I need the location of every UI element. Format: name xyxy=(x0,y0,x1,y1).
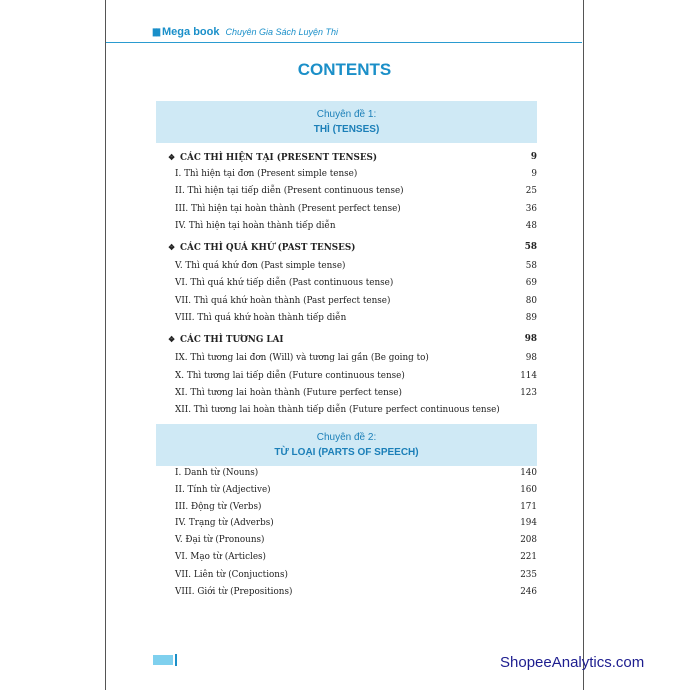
toc-page-number: 9 xyxy=(531,169,537,179)
page-edge-right xyxy=(583,0,584,690)
diamond-bullet-icon: ❖ xyxy=(168,242,176,252)
topic-2-heading xyxy=(156,424,537,466)
topic-1-heading xyxy=(156,101,537,143)
toc-entry-label xyxy=(175,310,346,326)
diamond-bullet-icon: ❖ xyxy=(168,152,176,162)
toc-page-number: 221 xyxy=(520,552,537,562)
toc-page-number: 48 xyxy=(525,221,537,231)
toc-entry-label xyxy=(175,584,292,600)
toc-entry-text: CÁC THÌ QUÁ KHỨ (PAST TENSES) xyxy=(180,243,356,253)
toc-entry-row xyxy=(165,532,537,548)
toc-entry-label xyxy=(175,368,405,384)
toc-entry-text: V. Thì quá khứ đơn (Past simple tense) xyxy=(175,261,346,271)
toc-entry-label xyxy=(175,567,288,583)
toc-entry-text: VI. Mạo từ (Articles) xyxy=(175,552,266,562)
megabook-logo xyxy=(152,26,219,38)
toc-entry-text: X. Thì tương lai tiếp diễn (Future continuous tense) xyxy=(175,371,405,381)
toc-entry-label xyxy=(175,515,274,531)
toc-entry-text: VII. Thì quá khứ hoàn thành (Past perfect tense) xyxy=(175,296,391,306)
toc-entry-row xyxy=(165,183,537,199)
toc-entry-row xyxy=(165,166,537,182)
toc-page-number: 69 xyxy=(525,278,537,288)
toc-entry-text: I. Danh từ (Nouns) xyxy=(175,468,259,478)
toc-entry-label xyxy=(175,549,266,565)
toc-entry-row xyxy=(165,549,537,565)
toc-entry-text: IX. Thì tương lai đơn (Will) và tương lai gần (Be going to) xyxy=(175,353,429,363)
toc-page-number: 114 xyxy=(520,371,537,381)
toc-entry-label xyxy=(175,402,500,418)
toc-section-row xyxy=(168,331,537,347)
toc-entry-row xyxy=(165,567,537,583)
toc-page-number: 58 xyxy=(525,261,537,271)
diamond-bullet-icon: ❖ xyxy=(168,334,176,344)
toc-entry-text: III. Thì hiện tại hoàn thành (Present perfect tense) xyxy=(175,204,401,214)
toc-page-number: 89 xyxy=(525,313,537,323)
toc-entry-text: XI. Thì tương lai hoàn thành (Future perfect tense) xyxy=(175,388,402,398)
toc-entry-row xyxy=(165,368,537,384)
toc-entry-label xyxy=(175,499,261,515)
watermark: ShopeeAnalytics.com xyxy=(500,654,645,671)
toc-entry-label xyxy=(175,350,429,366)
toc-page-number: 98 xyxy=(524,334,537,344)
toc-entry-label xyxy=(175,275,393,291)
toc-entry-row xyxy=(165,402,537,418)
toc-page-number: 98 xyxy=(525,353,537,363)
toc-page-number: 235 xyxy=(520,570,537,580)
toc-section-row xyxy=(168,149,537,165)
toc-entry-label xyxy=(175,218,336,234)
toc-page-number: 140 xyxy=(520,468,537,478)
toc-entry-label xyxy=(168,331,284,348)
toc-page-number: 171 xyxy=(520,502,537,512)
toc-entry-text: VII. Liên từ (Conjuctions) xyxy=(175,570,288,580)
toc-entry-text: IV. Trạng từ (Adverbs) xyxy=(175,518,274,528)
page-title: CONTENTS xyxy=(297,60,392,79)
toc-entry-text: CÁC THÌ TƯƠNG LAI xyxy=(180,335,284,345)
toc-page-number: 160 xyxy=(520,485,537,495)
toc-entry-text: VIII. Giới từ (Prepositions) xyxy=(175,587,293,597)
page-number-tab xyxy=(153,655,173,665)
logo-text: Mega book xyxy=(162,26,220,38)
toc-entry-text: II. Tính từ (Adjective) xyxy=(175,485,271,495)
toc-entry-row xyxy=(165,385,537,401)
toc-entry-row xyxy=(165,350,537,366)
toc-page-number: 58 xyxy=(524,242,537,252)
topic-1-number: Chuyên đề 1: xyxy=(316,109,377,120)
toc-entry-label xyxy=(175,465,258,481)
topic-1-name: THÌ (TENSES) xyxy=(313,124,380,135)
toc-entry-text: XII. Thì tương lai hoàn thành tiếp diễn (Future perfect continuous tense) xyxy=(175,405,500,415)
toc-entry-text: V. Đại từ (Pronouns) xyxy=(175,535,265,545)
toc-entry-text: II. Thì hiện tại tiếp diễn (Present continuous tense) xyxy=(175,186,404,196)
footer-bar xyxy=(175,654,177,666)
toc-entry-label xyxy=(175,532,264,548)
toc-entry-row xyxy=(165,584,537,600)
toc-entry-label xyxy=(175,183,404,199)
toc-entry-text: VI. Thì quá khứ tiếp diễn (Past continuous tense) xyxy=(175,278,394,288)
toc-page-number: 25 xyxy=(525,186,537,196)
toc-entry-row xyxy=(165,293,537,309)
page-header xyxy=(152,26,338,38)
toc-page-number: 80 xyxy=(525,296,537,306)
toc-page-number: 246 xyxy=(520,587,537,597)
header-tagline: Chuyên Gia Sách Luyện Thi xyxy=(225,26,339,37)
toc-entry-row xyxy=(165,499,537,515)
toc-entry-text: VIII. Thì quá khứ hoàn thành tiếp diễn xyxy=(175,313,347,323)
header-rule xyxy=(106,42,582,43)
toc-entry-row xyxy=(165,201,537,217)
toc-entry-row xyxy=(165,310,537,326)
toc-entry-row xyxy=(165,218,537,234)
toc-page-number: 123 xyxy=(520,388,537,398)
toc-page-number: 36 xyxy=(525,204,537,214)
toc-entry-label xyxy=(175,482,271,498)
toc-entry-label xyxy=(175,258,345,274)
toc-entry-text: III. Động từ (Verbs) xyxy=(175,502,262,512)
page-edge-left xyxy=(105,0,106,690)
toc-entry-label xyxy=(175,293,390,309)
toc-entry-text: CÁC THÌ HIỆN TẠI (PRESENT TENSES) xyxy=(180,153,378,163)
toc-entry-row xyxy=(165,515,537,531)
toc-entry-row xyxy=(165,275,537,291)
topic-2-name: TỪ LOẠI (PARTS OF SPEECH) xyxy=(274,447,419,458)
toc-entry-label xyxy=(168,149,377,166)
toc-entry-label xyxy=(175,166,357,182)
logo-mark-icon: ▮▮ xyxy=(152,26,160,38)
toc-section-row xyxy=(168,239,537,255)
toc-entry-label xyxy=(168,239,355,256)
topic-2-number: Chuyên đề 2: xyxy=(316,432,377,443)
toc-entry-text: I. Thì hiện tại đơn (Present simple tense) xyxy=(175,169,358,179)
toc-page-number: 9 xyxy=(530,152,537,162)
toc-entry-text: IV. Thì hiện tại hoàn thành tiếp diễn xyxy=(175,221,336,231)
toc-entry-row xyxy=(165,258,537,274)
toc-page-number: 208 xyxy=(520,535,537,545)
toc-page-number: 194 xyxy=(520,518,537,528)
toc-entry-row xyxy=(165,465,537,481)
toc-entry-label xyxy=(175,201,401,217)
toc-entry-row xyxy=(165,482,537,498)
toc-entry-label xyxy=(175,385,402,401)
